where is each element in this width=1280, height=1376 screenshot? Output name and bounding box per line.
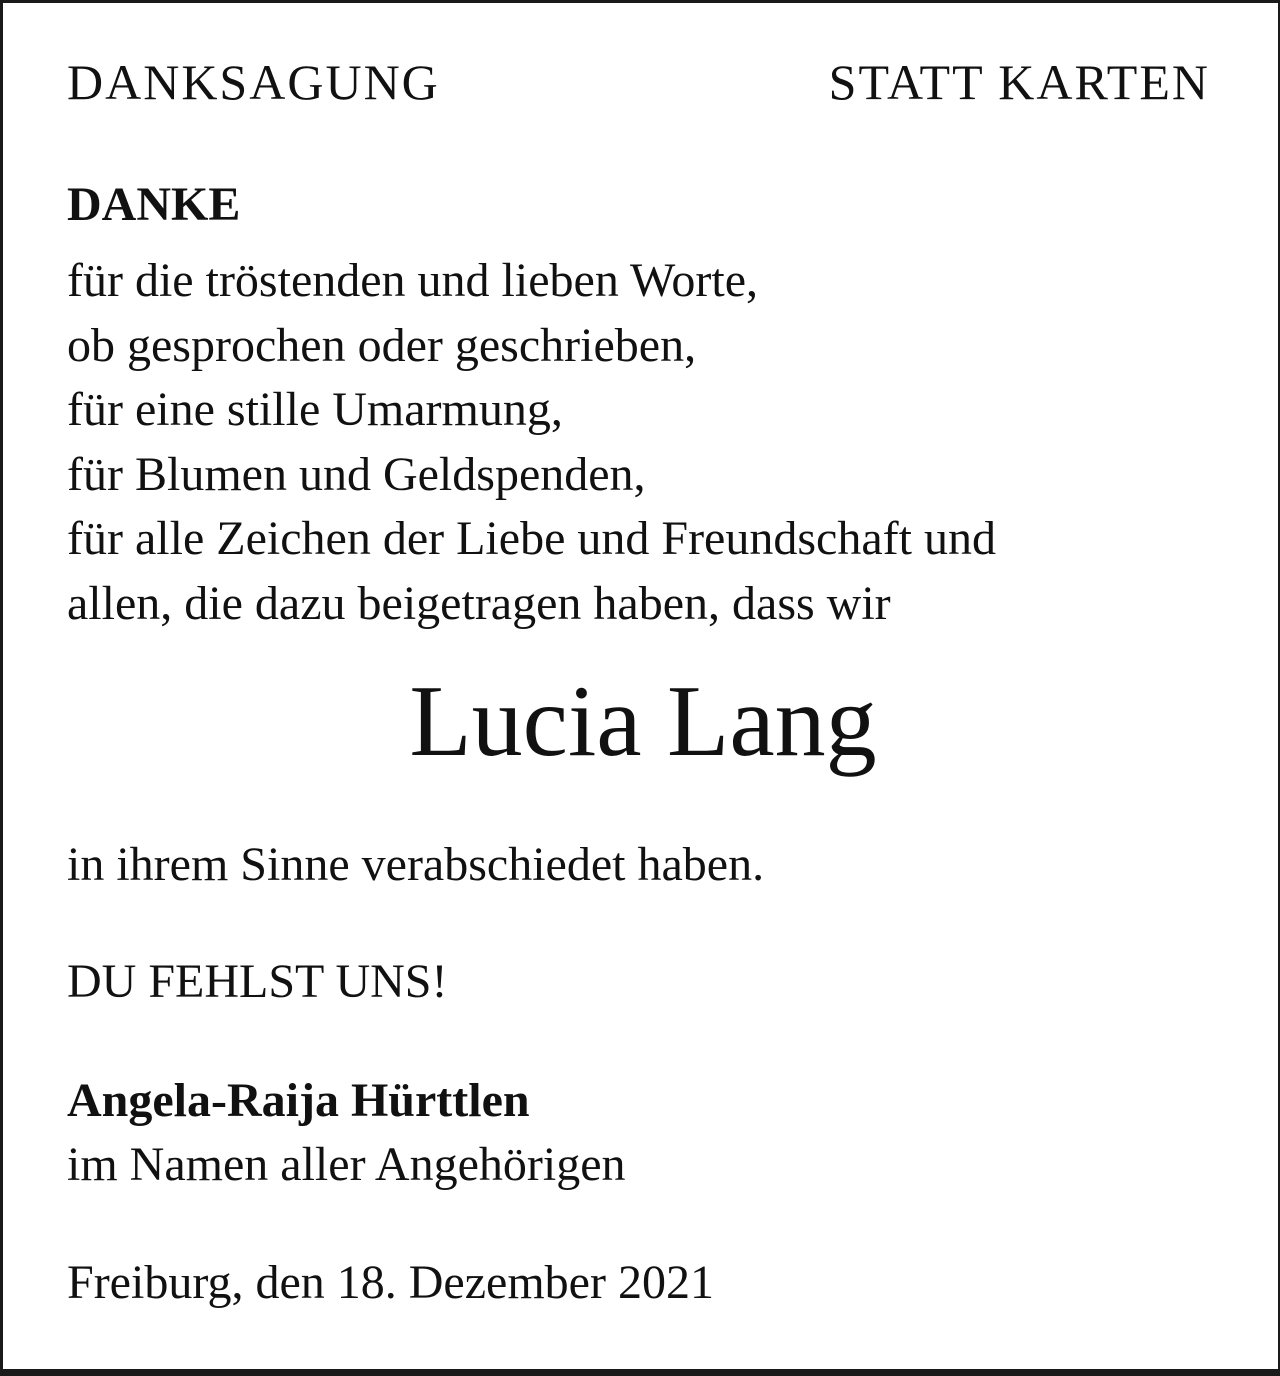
signature-note: im Namen aller Angehörigen (67, 1138, 626, 1191)
header-danksagung: DANKSAGUNG (67, 54, 440, 110)
deceased-name: Lucia Lang (409, 665, 877, 778)
thanks-line: ob gesprochen oder geschrieben, (67, 318, 697, 372)
place-date: Freiburg, den 18. Dezember 2021 (67, 1256, 714, 1309)
closing-line: in ihrem Sinne verabschiedet haben. (67, 838, 765, 891)
exclamation: DU FEHLST UNS! (67, 955, 448, 1008)
thanks-line: für eine stille Umarmung, (67, 383, 563, 437)
thanks-line: für die tröstenden und lieben Worte, (67, 254, 759, 307)
thanks-line: für alle Zeichen der Liebe und Freundschaft und (67, 512, 996, 566)
thanks-text (67, 249, 996, 637)
thanks-line: für Blumen und Geldspenden, (67, 447, 646, 501)
signature-name: Angela-Raija Hürttlen (67, 1074, 530, 1127)
heading-danke: DANKE (67, 178, 241, 231)
thanks-line: allen, die dazu beigetragen haben, dass wir (67, 576, 891, 630)
header-statt-karten: STATT KARTEN (828, 54, 1210, 110)
